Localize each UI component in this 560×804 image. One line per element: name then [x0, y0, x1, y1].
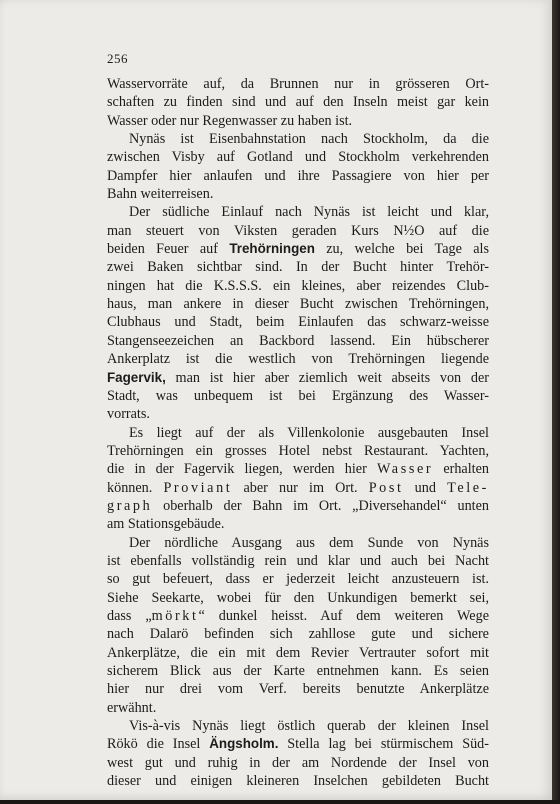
text-line — [107, 369, 489, 387]
text-line: so gut befeuert, dass er jederzeit leicht anzusteuern ist. — [107, 571, 489, 588]
text-line: erwähnt. — [107, 699, 157, 716]
text-line: haus, man ankere in dieser Bucht zwischen Trehörningen, — [107, 296, 489, 313]
text-line: Stangenseezeichen an Backbord lassend. Ein hübscherer — [107, 332, 489, 349]
text-line: zwischen Visby auf Gotland und Stockholm verkehrenden — [107, 149, 489, 166]
text-segment: “ dunkel heisst. Auf dem weiteren Wege — [198, 607, 489, 624]
body-text — [107, 75, 489, 790]
text-line: am Stationsgebäude. — [107, 516, 225, 533]
spaced-term: mörkt — [151, 607, 199, 624]
text-line: Wasser oder nur Regenwasser zu haben ist. — [107, 112, 353, 129]
text-line — [107, 607, 489, 625]
text-line: Clubhaus und Stadt, beim Einlaufen das schwarz-weisse — [107, 314, 489, 331]
text-line: zwei Baken sichtbar sind. In der Bucht hinter Trehör- — [107, 259, 489, 276]
text-line: west gut und ruhig in der am Nordende der Insel von — [107, 754, 489, 771]
bold-term: Trehörningen — [229, 241, 315, 257]
text-segment: erhalten — [433, 461, 490, 478]
text-segment: können. — [107, 479, 164, 496]
spaced-term: Tele- — [447, 479, 489, 496]
text-line: Es liegt auf der als Villenkolonie ausgebauten Insel — [129, 424, 489, 441]
text-line: hier nur drei vom Verf. bereits benutzte Ankerplätze — [107, 681, 489, 698]
spaced-term: Post — [368, 479, 404, 496]
text-line: Wasservorräte auf, da Brunnen nur in grösseren Ort- — [107, 76, 489, 92]
text-line: schaften zu finden sind und auf den Inseln meist gar kein — [107, 94, 489, 111]
text-segment: beiden Feuer auf — [107, 241, 230, 258]
text-line: Nynäs ist Eisenbahnstation nach Stockholm, da die — [129, 131, 489, 148]
text-line: Stadt, was unbequem ist bei Ergänzung des Wasser- — [107, 387, 489, 404]
text-line — [107, 735, 489, 753]
text-line: Der nördliche Ausgang aus dem Sunde von Nynäs — [129, 534, 489, 551]
text-segment: und — [403, 479, 448, 496]
text-line: Vis-à-vis Nynäs liegt östlich querab der kleinen Insel — [129, 718, 489, 735]
bold-term: Fagervik, — [107, 369, 166, 385]
spaced-term: Proviant — [163, 479, 233, 496]
text-line: Ankerplätze, die ein mit dem Revier Vertrauter sofort mit — [107, 644, 489, 661]
text-line: Dampfer hier anlaufen und ihre Passagiere von hier per — [107, 167, 489, 184]
text-segment: oberhalb der Bahn im Ort. „Diversehandel“ unten — [152, 497, 489, 514]
text-line: Bahn weiterreisen. — [107, 186, 214, 203]
text-segment: zu, welche bei Tage als — [314, 241, 489, 258]
page-number: 256 — [107, 51, 128, 66]
text-line: sicherem Blick aus der Karte entnehmen kann. Es seien — [107, 663, 489, 679]
text-line: ist ebenfalls vollständig rein und klar und auch bei Nacht — [107, 552, 489, 569]
text-line: dieser und einigen kleineren Inselchen gebildeten Bucht — [107, 773, 489, 790]
text-line: Siehe Seekarte, wobei für den Unkundigen bemerkt sei, — [107, 589, 489, 606]
text-line — [107, 240, 489, 258]
bold-term: Ängsholm. — [209, 736, 279, 752]
text-line: vorrats. — [107, 406, 150, 423]
text-line — [107, 460, 489, 478]
text-segment: man ist hier aber ziemlich weit abseits von der — [165, 369, 489, 386]
text-line: Trehörningen ein grosses Hotel nebst Restaurant. Yachten, — [107, 442, 489, 459]
text-segment: Stella lag bei stürmischem Süd- — [278, 736, 489, 753]
text-line: man steuert von Viksten geraden Kurs N½O auf die — [107, 222, 489, 239]
text-line — [107, 479, 489, 497]
text-segment: Rökö die Insel — [107, 736, 210, 753]
text-line: Der südliche Einlauf nach Nynäs ist leicht und klar, — [129, 204, 489, 221]
text-segment: aber nur im Ort. — [232, 479, 369, 496]
text-segment: die in der Fagervik liegen, werden hier — [107, 461, 377, 478]
spaced-term: Wasser — [376, 461, 434, 478]
page-edge-shadow — [552, 0, 560, 804]
spaced-term: graph — [107, 497, 153, 514]
text-line: Ankerplatz ist die westlich von Trehörningen liegende — [107, 351, 489, 368]
text-line: ningen hat die K.S.S.S. ein kleines, aber reizendes Club- — [107, 277, 489, 294]
text-line — [107, 497, 489, 515]
text-line: nach Dalarö befinden sich zahllose gute und sichere — [107, 626, 489, 643]
page-bottom-shadow — [0, 800, 560, 804]
text-segment: dass „ — [107, 607, 152, 624]
